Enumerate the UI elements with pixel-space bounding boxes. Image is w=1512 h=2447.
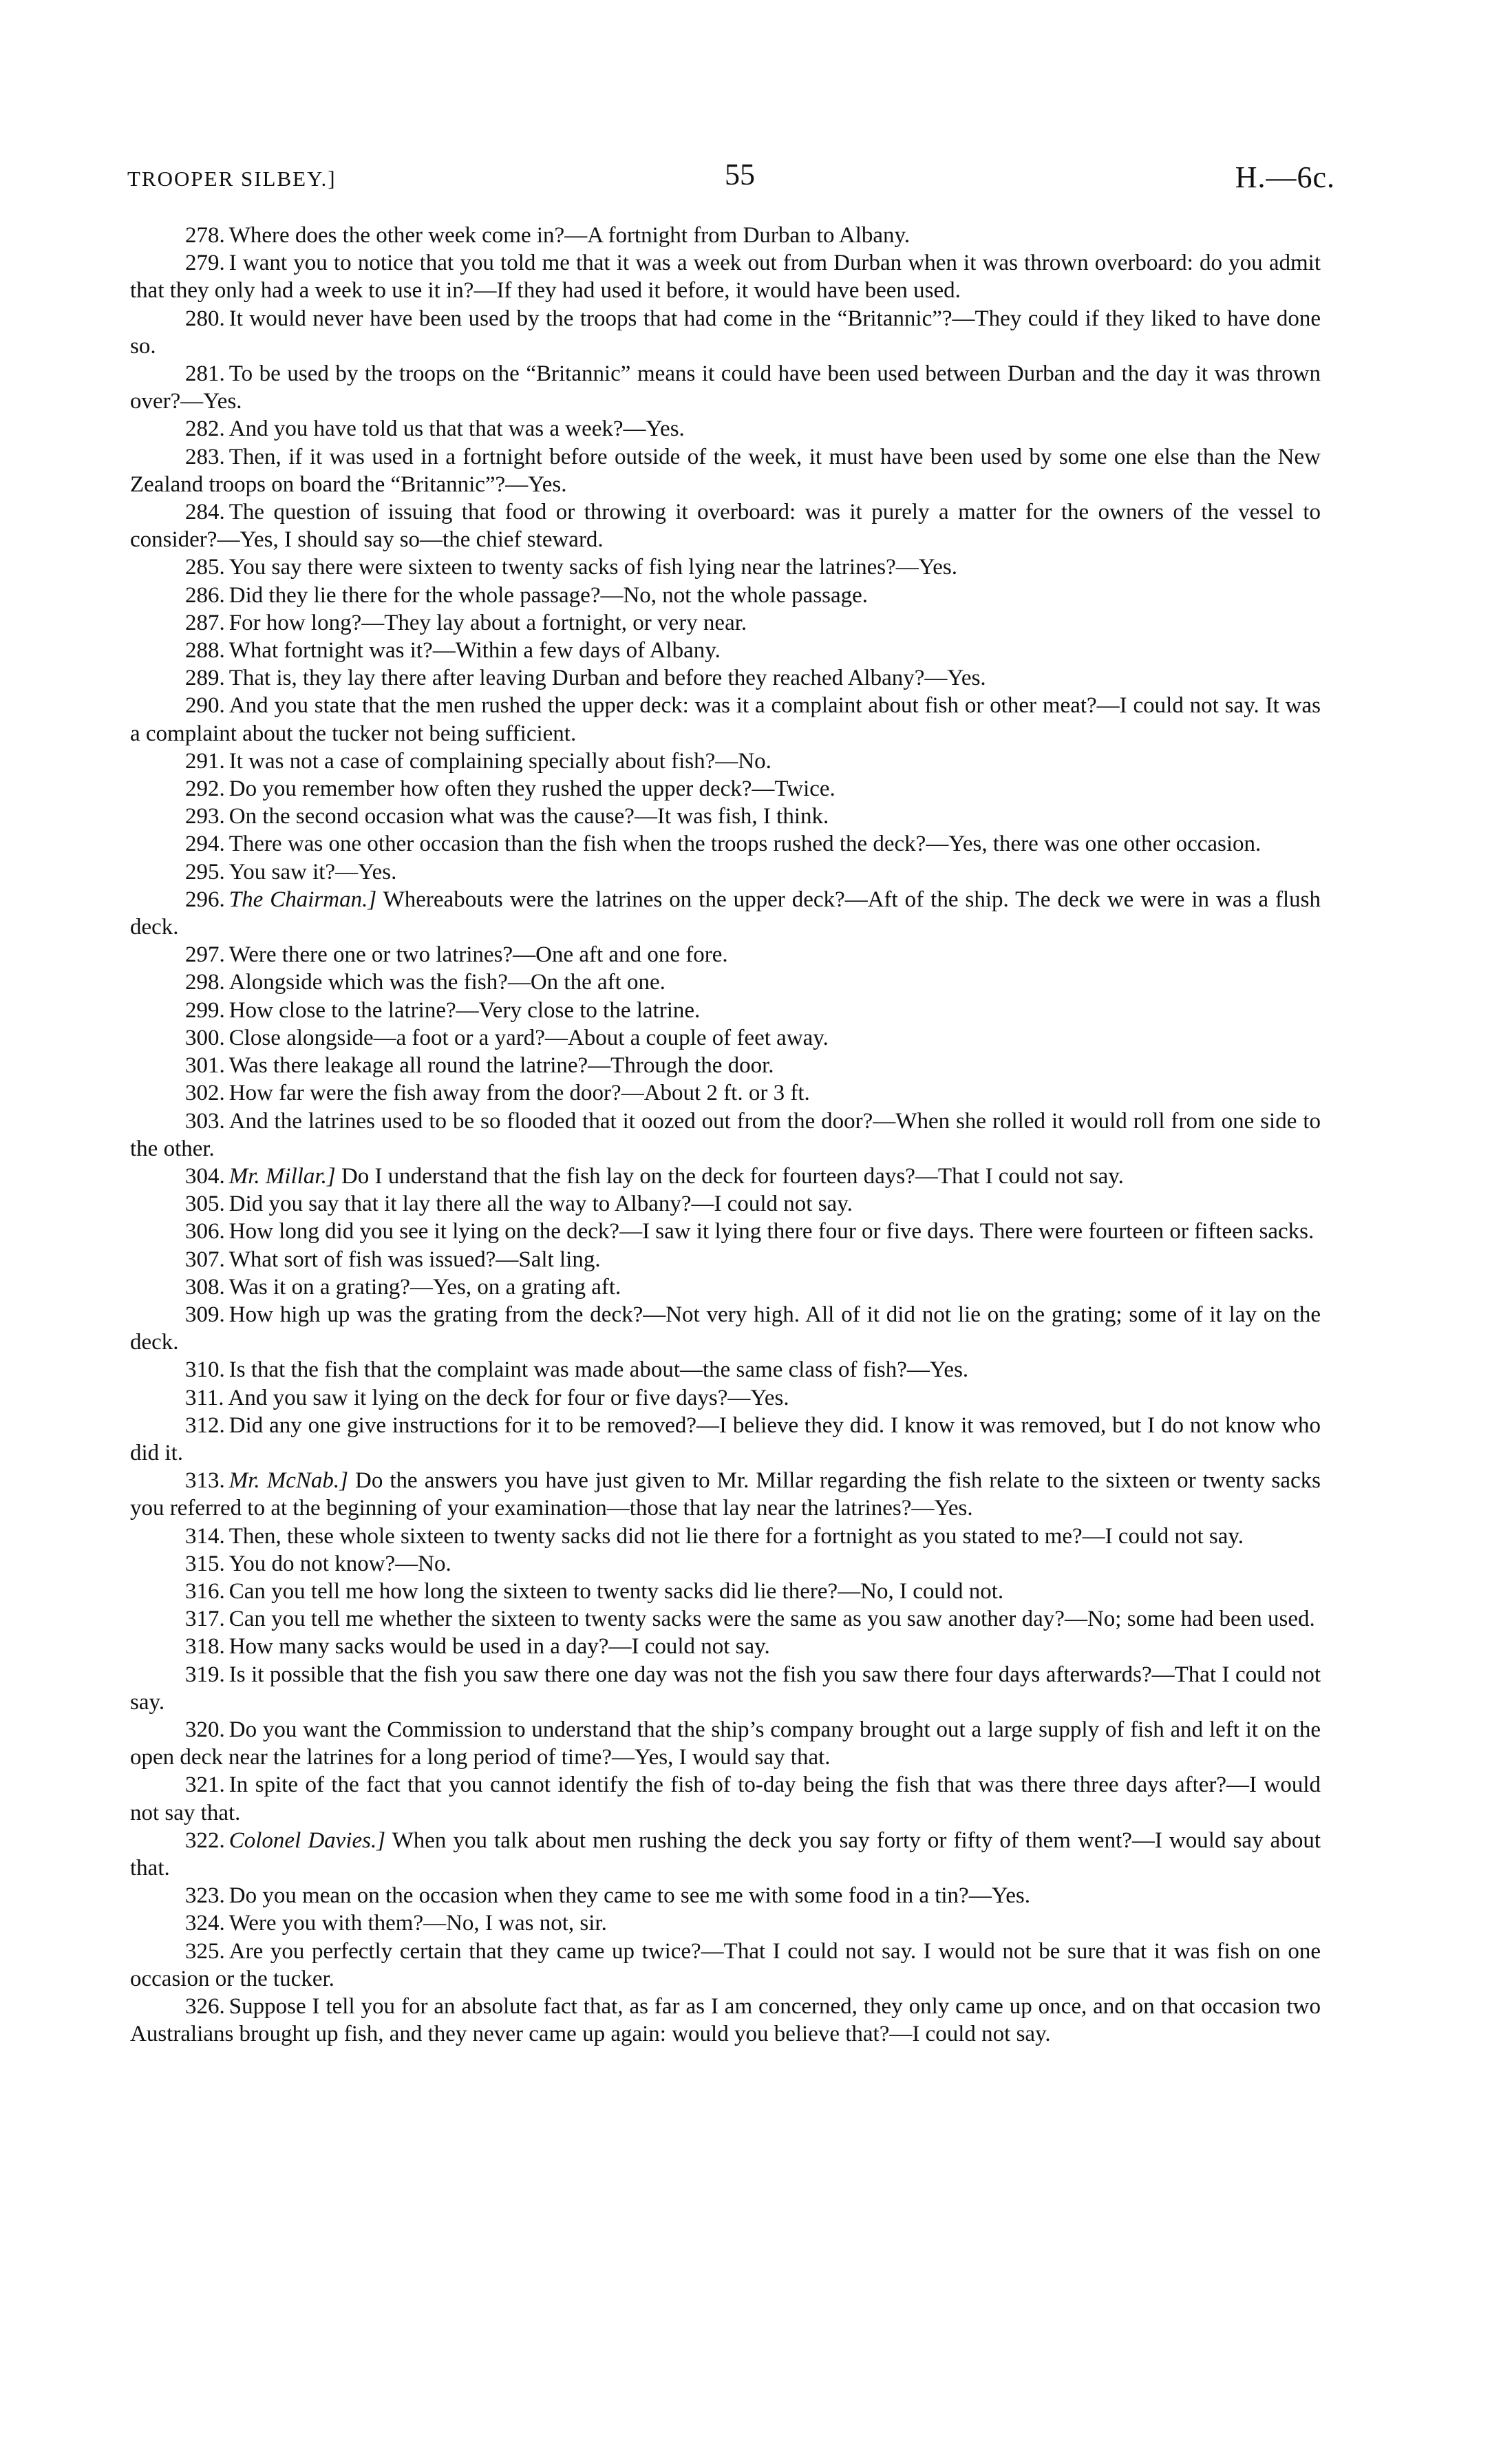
entry-number: 306.	[185, 1219, 225, 1244]
entry-number: 300.	[185, 1025, 225, 1050]
entry-text: Do you want the Commission to understand that the ship’s company brought out a large supply of fish and left it on the open deck near the latrines for a long period of time?—Yes, I would say that.	[130, 1717, 1321, 1770]
testimony-entry	[130, 1190, 1321, 1218]
entry-text: You say there were sixteen to twenty sacks of fish lying near the latrines?—Yes.	[228, 555, 957, 580]
entry-text: How high up was the grating from the deck?—Not very high. All of it did not lie on the grating; some of it lay on the deck.	[130, 1302, 1321, 1355]
entry-number: 290.	[185, 693, 225, 719]
entry-text: For how long?—They lay about a fortnight, or very near.	[228, 610, 747, 635]
document-reference: H.—6c.	[1235, 160, 1335, 194]
entry-text: On the second occasion what was the cause?—It was fish, I think.	[228, 804, 829, 829]
entry-number: 289.	[185, 666, 225, 691]
testimony-entry	[130, 1716, 1321, 1771]
testimony-entry	[130, 1771, 1321, 1826]
testimony-entry	[130, 1024, 1321, 1052]
entry-number: 294.	[185, 831, 225, 857]
entry-speaker: The Chairman.]	[228, 887, 377, 912]
entry-number: 292.	[185, 776, 225, 802]
entry-text: What fortnight was it?—Within a few days of Albany.	[228, 638, 721, 664]
entry-number: 312.	[185, 1412, 225, 1438]
testimony-entry	[130, 1301, 1321, 1356]
entry-number: 321.	[185, 1772, 225, 1798]
entry-speaker: Mr. McNab.]	[228, 1468, 348, 1494]
testimony-entry	[130, 1633, 1321, 1660]
entry-number: 308.	[185, 1274, 225, 1300]
testimony-entry	[130, 997, 1321, 1024]
entry-number: 286.	[185, 582, 225, 608]
testimony-entry	[130, 1578, 1321, 1605]
entry-text: Is it possible that the fish you saw there one day was not the fish you saw there four days afterwards?—That I could not say.	[130, 1662, 1321, 1715]
entry-number: 304.	[185, 1163, 225, 1189]
entry-text: Did any one give instructions for it to be removed?—I believe they did. I know it was removed, but I do not know who did it.	[130, 1412, 1321, 1465]
testimony-entry	[130, 692, 1321, 747]
testimony-entry	[130, 1273, 1321, 1301]
entry-text: Do the answers you have just given to Mr. Millar regarding the fish relate to the sixteen or twenty sacks you referred to at the beginning of your examination—those that lay near the latrines?—Yes.	[130, 1468, 1321, 1521]
entry-text: How close to the latrine?—Very close to the latrine.	[228, 997, 701, 1023]
entry-number: 315.	[185, 1551, 225, 1576]
entry-text: I want you to notice that you told me that it was a week out from Durban when it was thrown overboard: do you admit that they only had a week to use it in?—If they had used it before, it would have been used.	[130, 251, 1321, 304]
entry-number: 326.	[185, 1994, 225, 2019]
entry-number: 287.	[185, 610, 225, 635]
page-number: 55	[725, 158, 755, 191]
entry-text: That is, they lay there after leaving Durban and before they reached Albany?—Yes.	[228, 666, 986, 691]
entry-text: Did you say that it lay there all the way to Albany?—I could not say.	[228, 1191, 853, 1217]
entry-text: And the latrines used to be so flooded that it oozed out from the door?—When she rolled it would roll from one side to the other.	[130, 1108, 1321, 1161]
entry-number: 299.	[185, 997, 225, 1023]
entry-text: Were you with them?—No, I was not, sir.	[228, 1911, 607, 1936]
entry-text: You do not know?—No.	[228, 1551, 451, 1576]
testimony-entry	[130, 858, 1321, 886]
entry-text: Whereabouts were the latrines on the upper deck?—Aft of the ship. The deck we were in was a flush deck.	[130, 887, 1321, 940]
entry-text: Then, these whole sixteen to twenty sacks did not lie there for a fortnight as you stated to me?—I could not say.	[228, 1523, 1244, 1549]
entry-number: 311.	[185, 1385, 224, 1410]
entry-text: Is that the fish that the complaint was made about—the same class of fish?—Yes.	[228, 1357, 969, 1383]
entry-text: And you have told us that that was a week?—Yes.	[228, 416, 685, 442]
entry-text: Did they lie there for the whole passage?—No, not the whole passage.	[228, 582, 869, 608]
entry-number: 284.	[185, 500, 225, 525]
entry-number: 283.	[185, 444, 225, 469]
testimony-entry	[130, 415, 1321, 443]
testimony-entry	[130, 664, 1321, 692]
testimony-entry	[130, 1163, 1321, 1190]
entry-number: 293.	[185, 804, 225, 829]
entry-number: 282.	[185, 416, 225, 442]
entry-text: Can you tell me how long the sixteen to twenty sacks did lie there?—No, I could not.	[228, 1578, 1004, 1604]
testimony-body	[130, 222, 1321, 2048]
testimony-entry	[130, 582, 1321, 609]
entry-number: 302.	[185, 1081, 225, 1106]
header-witness-name: TROOPER SILBEY.]	[127, 167, 337, 191]
entry-number: 288.	[185, 638, 225, 664]
entry-text: There was one other occasion than the fish when the troops rushed the deck?—Yes, there was one other occasion.	[228, 831, 1261, 857]
testimony-entry	[130, 1467, 1321, 1522]
testimony-entry	[130, 1827, 1321, 1882]
testimony-entry	[130, 830, 1321, 858]
entry-number: 305.	[185, 1191, 225, 1217]
testimony-entry	[130, 360, 1321, 415]
entry-number: 295.	[185, 859, 225, 884]
entry-number: 317.	[185, 1607, 225, 1632]
entry-number: 325.	[185, 1938, 225, 1964]
testimony-entry	[130, 941, 1321, 968]
testimony-entry	[130, 1550, 1321, 1578]
entry-number: 278.	[185, 223, 225, 248]
testimony-entry	[130, 1909, 1321, 1937]
entry-text: In spite of the fact that you cannot identify the fish of to-day being the fish that was there three days after?—I would not say that.	[130, 1772, 1321, 1825]
entry-text: How far were the fish away from the door?—About 2 ft. or 3 ft.	[228, 1081, 810, 1106]
entry-text: And you saw it lying on the deck for four or five days?—Yes.	[228, 1385, 789, 1410]
entry-text: Can you tell me whether the sixteen to twenty sacks were the same as you saw another day?—No; some had been used.	[228, 1607, 1315, 1632]
testimony-entry	[130, 886, 1321, 941]
entry-text: Where does the other week come in?—A fortnight from Durban to Albany.	[228, 223, 911, 248]
entry-number: 320.	[185, 1717, 225, 1742]
testimony-entry	[130, 1993, 1321, 2048]
entry-text: How long did you see it lying on the deck?—I saw it lying there four or five days. There were fourteen or fifteen sacks.	[228, 1219, 1314, 1244]
entry-speaker: Mr. Millar.]	[228, 1163, 336, 1189]
entry-text: Do I understand that the fish lay on the deck for fourteen days?—That I could not say.	[341, 1163, 1124, 1189]
entry-text: To be used by the troops on the “Britannic” means it could have been used between Durban and the day it was thrown over?—Yes.	[130, 361, 1321, 414]
entry-number: 298.	[185, 970, 225, 995]
entry-number: 310.	[185, 1357, 225, 1383]
entry-text: The question of issuing that food or throwing it overboard: was it purely a matter for the owners of the vessel to consider?—Yes, I should say so—the chief steward.	[130, 500, 1321, 553]
testimony-entry	[130, 637, 1321, 664]
entry-text: When you talk about men rushing the deck you say forty or fifty of them went?—I would say about that.	[130, 1828, 1321, 1881]
testimony-entry	[130, 1079, 1321, 1107]
entry-text: Was there leakage all round the latrine?—Through the door.	[228, 1053, 774, 1079]
entry-number: 279.	[185, 251, 225, 276]
testimony-entry	[130, 1218, 1321, 1245]
testimony-entry	[130, 553, 1321, 581]
testimony-entry	[130, 1523, 1321, 1550]
entry-number: 301.	[185, 1053, 225, 1079]
entry-number: 297.	[185, 942, 225, 968]
entry-number: 324.	[185, 1911, 225, 1936]
entry-text: Then, if it was used in a fortnight before outside of the week, it must have been used by some one else than the New Zealand troops on board the “Britannic”?—Yes.	[130, 444, 1321, 497]
entry-number: 307.	[185, 1247, 225, 1272]
entry-text: Suppose I tell you for an absolute fact that, as far as I am concerned, they only came up once, and on that occasion two Australians brought up fish, and they never came up again: would you believe that?—I could not say.	[130, 1994, 1321, 2047]
entry-text: Are you perfectly certain that they came up twice?—That I could not say. I would not be sure that it was fish on one occasion or the tucker.	[130, 1938, 1321, 1991]
entry-number: 281.	[185, 361, 225, 387]
entry-text: Do you remember how often they rushed the upper deck?—Twice.	[228, 776, 835, 802]
entry-number: 316.	[185, 1578, 225, 1604]
entry-number: 291.	[185, 748, 225, 774]
testimony-entry	[130, 1356, 1321, 1384]
entry-number: 280.	[185, 306, 225, 331]
testimony-entry	[130, 1882, 1321, 1909]
testimony-entry	[130, 1412, 1321, 1467]
testimony-entry	[130, 305, 1321, 360]
entry-number: 319.	[185, 1662, 225, 1687]
entry-text: Close alongside—a foot or a yard?—About a couple of feet away.	[228, 1025, 829, 1050]
entry-number: 303.	[185, 1108, 225, 1134]
testimony-entry	[130, 443, 1321, 498]
entry-text: You saw it?—Yes.	[228, 859, 397, 884]
testimony-entry	[130, 609, 1321, 637]
entry-text: How many sacks would be used in a day?—I could not say.	[228, 1634, 770, 1660]
entry-text: It was not a case of complaining specially about fish?—No.	[228, 748, 771, 774]
testimony-entry	[130, 968, 1321, 996]
entry-text: Alongside which was the fish?—On the aft one.	[228, 970, 666, 995]
entry-number: 313.	[185, 1468, 225, 1494]
testimony-entry	[130, 1052, 1321, 1079]
entry-number: 323.	[185, 1883, 225, 1909]
entry-number: 318.	[185, 1634, 225, 1660]
testimony-entry	[130, 803, 1321, 830]
testimony-entry	[130, 1605, 1321, 1633]
entry-number: 309.	[185, 1302, 225, 1327]
entry-speaker: Colonel Davies.]	[228, 1828, 386, 1853]
testimony-entry	[130, 498, 1321, 553]
entry-text: It would never have been used by the troops that had come in the “Britannic”?—They could if they liked to have done so.	[130, 306, 1321, 359]
testimony-entry	[130, 748, 1321, 775]
page-header	[127, 157, 1335, 198]
testimony-entry	[130, 1938, 1321, 1993]
testimony-entry	[130, 775, 1321, 803]
testimony-entry	[130, 222, 1321, 249]
testimony-entry	[130, 1384, 1321, 1412]
entry-number: 285.	[185, 555, 225, 580]
testimony-entry	[130, 249, 1321, 304]
entry-number: 314.	[185, 1523, 225, 1549]
testimony-entry	[130, 1108, 1321, 1163]
entry-number: 322.	[185, 1828, 225, 1853]
testimony-entry	[130, 1661, 1321, 1716]
entry-text: Was it on a grating?—Yes, on a grating aft.	[228, 1274, 621, 1300]
entry-number: 296.	[185, 887, 225, 912]
entry-text: What sort of fish was issued?—Salt ling.	[228, 1247, 601, 1272]
entry-text: Were there one or two latrines?—One aft and one fore.	[228, 942, 728, 968]
entry-text: Do you mean on the occasion when they came to see me with some food in a tin?—Yes.	[228, 1883, 1030, 1909]
testimony-entry	[130, 1246, 1321, 1273]
entry-text: And you state that the men rushed the upper deck: was it a complaint about fish or other meat?—I could not say. It was a complaint about the tucker not being sufficient.	[130, 693, 1321, 746]
